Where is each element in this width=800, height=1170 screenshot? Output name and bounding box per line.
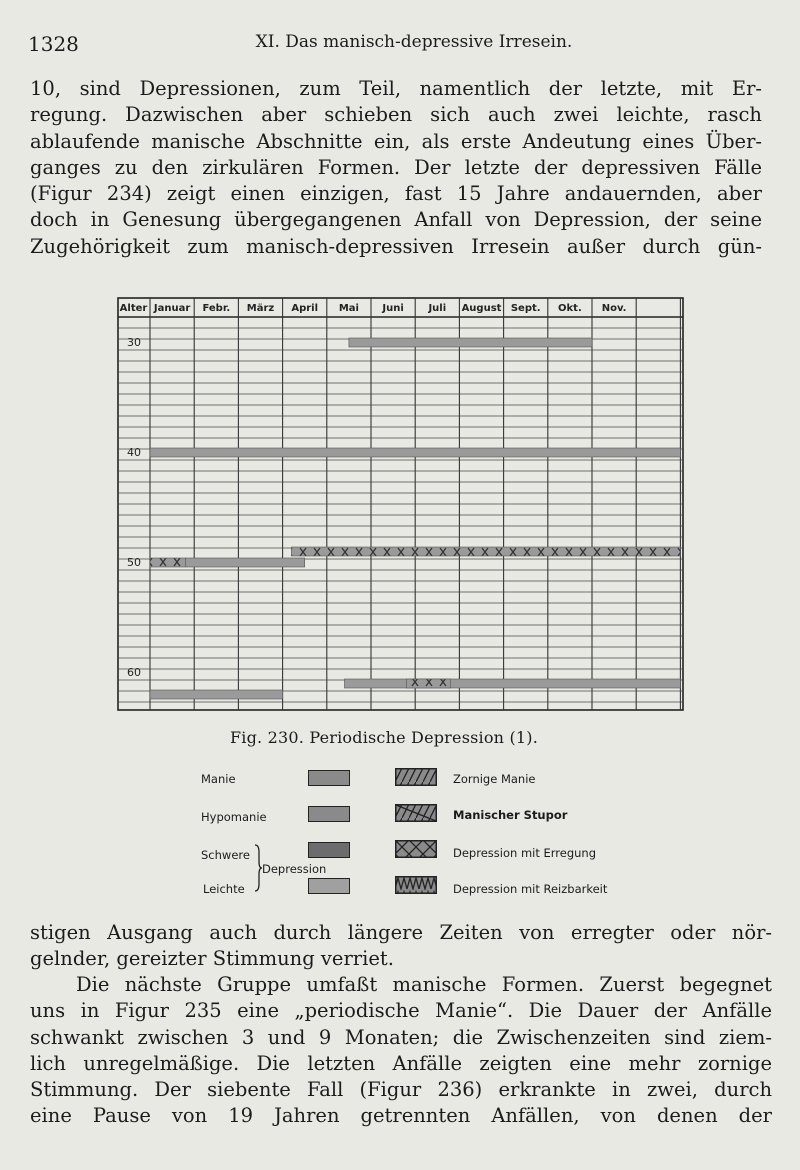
text-line: ablaufende manische Abschnitte ein, als erste Andeutung eines Über- (30, 129, 762, 153)
column-header: März (246, 303, 275, 314)
episode-bar (349, 338, 592, 347)
episode-bar (185, 558, 304, 567)
text-line: ganges zu den zirkulären Formen. Der letzte der depressiven Fälle (30, 155, 762, 179)
episode-bar (150, 690, 283, 699)
text-line: 10, sind Depressionen, zum Teil, namentlich der letzte, mit Er- (30, 77, 762, 100)
page-header (28, 32, 760, 62)
legend-label-depression-mit-erregung: Depression mit Erregung (453, 846, 597, 860)
age-label: 50 (127, 556, 141, 569)
legend-swatch-leichte (308, 878, 350, 894)
column-header: Mai (338, 303, 359, 314)
column-header: Okt. (558, 303, 582, 314)
chart-grid (118, 298, 683, 710)
legend-swatch-depression-mit-erregung (395, 840, 437, 858)
legend-label-manie: Manie (201, 772, 236, 786)
legend-label-schwere: Schwere (201, 848, 250, 862)
age-label: 30 (127, 336, 141, 349)
text-line: Stimmung. Der siebente Fall (Figur 236) erkrankte in zwei, durch (30, 1078, 772, 1102)
column-header: April (291, 303, 319, 314)
paragraph-1 (30, 76, 762, 260)
episode-bar (150, 448, 680, 457)
episode-bar (291, 547, 680, 556)
running-head: XI. Das manisch-depressive Irresein. (255, 32, 573, 52)
age-labels (127, 336, 141, 679)
episode-bar (150, 558, 185, 567)
text-line: Zugehörigkeit zum manisch-depressiven Irresein außer durch gün- (30, 234, 762, 258)
column-header: August (461, 303, 502, 314)
column-header: Alter (119, 303, 148, 314)
legend-swatch-schwere (308, 842, 350, 858)
column-header: Sept. (510, 303, 541, 314)
legend (195, 762, 655, 902)
paragraph-2 (30, 920, 772, 973)
column-header: Juni (382, 303, 404, 314)
chart-svg (117, 297, 684, 711)
legend-swatch-depression-mit-reizbarkeit (395, 876, 437, 894)
legend-label-hypomanie: Hypomanie (201, 810, 267, 824)
legend-label-zornige-manie: Zornige Manie (453, 772, 536, 786)
column-header: Nov. (601, 303, 627, 314)
legend-label-manischer-stupor: Manischer Stupor (453, 808, 568, 822)
column-header: Januar (153, 303, 191, 314)
page-number: 1328 (28, 32, 79, 56)
text-line: stigen Ausgang auch durch längere Zeiten von erregter oder nör- (30, 921, 772, 944)
text-line: regung. Dazwischen aber schieben sich auch zwei leichte, rasch (30, 103, 762, 127)
legend-swatch-manie (308, 770, 350, 786)
paragraph-3 (30, 972, 772, 1130)
text-line: Die nächste Gruppe umfaßt manische Formen. Zuerst begegnet (76, 973, 772, 996)
legend-label-depression-mit-reizbarkeit: Depression mit Reizbarkeit (453, 882, 608, 896)
figure-230-chart (117, 297, 684, 711)
text-line: eine Pause von 19 Jahren getrennten Anfällen, von denen der (30, 1104, 772, 1128)
text-line: doch in Genesung übergegangenen Anfall von Depression, der seine (30, 208, 762, 232)
age-label: 60 (127, 666, 141, 679)
legend-label-leichte: Leichte (203, 882, 245, 896)
episode-bar (406, 679, 450, 688)
text-line: (Figur 234) zeigt einen einzigen, fast 15 Jahre andauernden, aber (30, 182, 762, 206)
legend-label-depression: Depression (262, 862, 327, 876)
legend-swatch-manischer-stupor (395, 804, 437, 822)
text-line: gelnder, gereizter Stimmung verriet. (30, 947, 394, 971)
legend-swatch-zornige-manie (395, 768, 437, 786)
column-headers (120, 303, 627, 314)
text-line: uns in Figur 235 eine „periodische Manie“. Die Dauer der Anfälle (30, 999, 772, 1023)
episode-bar (344, 679, 680, 688)
text-line: lich unregelmäßige. Die letzten Anfälle zeigten eine mehr zornige (30, 1051, 772, 1075)
figure-caption: Fig. 230. Periodische Depression (1). (230, 728, 539, 747)
age-label: 40 (127, 446, 141, 459)
legend-swatch-hypomanie (308, 806, 350, 822)
column-header: Febr. (202, 303, 231, 314)
text-line: schwankt zwischen 3 und 9 Monaten; die Zwischenzeiten sind ziem- (30, 1025, 772, 1049)
column-header: Juli (428, 303, 447, 314)
